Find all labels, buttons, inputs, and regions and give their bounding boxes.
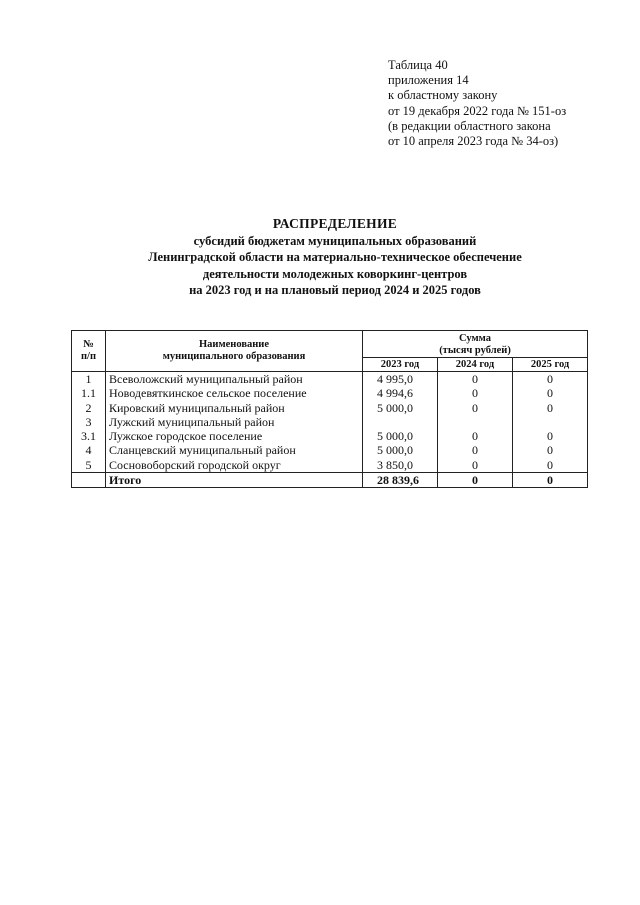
row-name: Всеволожский муниципальный район [106,372,363,387]
header-note-line: (в редакции областного закона [388,118,551,133]
row-2024: 0 [438,458,513,473]
header-num-line2: п/п [80,351,97,362]
table-row [72,372,588,387]
row-2024: 0 [438,401,513,415]
header-note-line: от 10 апреля 2023 года № 34-оз) [388,133,559,148]
row-2025: 0 [513,443,588,457]
table-row [72,401,588,415]
row-num: 1.1 [72,386,106,400]
header-sum-line2: (тысяч рублей) [439,345,511,356]
header-year-2024: 2024 год [438,358,513,372]
header-sum-line1: Сумма [459,333,491,344]
header-sum [363,331,588,358]
row-name: Лужский муниципальный район [106,415,363,429]
title-main: РАСПРЕДЕЛЕНИЕ [272,216,398,231]
total-num [72,473,106,488]
row-num: 2 [72,401,106,415]
header-name [106,331,363,372]
row-2025: 0 [513,386,588,400]
row-2023: 5 000,0 [363,443,438,457]
row-2024: 0 [438,443,513,457]
header-note-line: приложения 14 [388,73,469,88]
row-num: 5 [72,458,106,473]
row-2023: 3 850,0 [363,458,438,473]
row-2023: 4 995,0 [363,372,438,387]
row-name: Новодевяткинское сельское поселение [106,386,363,400]
row-name: Лужское городское поселение [106,429,363,443]
row-2025: 0 [513,372,588,387]
row-2024: 0 [438,429,513,443]
header-num [72,331,106,372]
header-num-line1: № [83,339,94,350]
row-num: 3 [72,415,106,429]
header-year-2023: 2023 год [363,358,438,372]
total-2024: 0 [438,473,513,488]
row-2023: 5 000,0 [363,401,438,415]
row-2023: 5 000,0 [363,429,438,443]
row-2024: 0 [438,386,513,400]
total-2023: 28 839,6 [363,473,438,488]
header-name-line1: Наименование [199,339,269,350]
total-row [72,473,588,488]
header-note-line: от 19 декабря 2022 года № 151-оз [388,103,567,118]
row-2025 [513,415,588,429]
title-line: деятельности молодежных коворкинг-центров [202,266,468,281]
table-row [72,458,588,473]
row-name: Сосновоборский городской округ [106,458,363,473]
row-2024: 0 [438,372,513,387]
table-row [72,443,588,457]
header-note-line: к областному закону [388,88,498,103]
row-name: Сланцевский муниципальный район [106,443,363,457]
table-row [72,386,588,400]
header-name-line2: муниципального образования [162,351,306,362]
document-title [70,216,600,299]
title-line: субсидий бюджетам муниципальных образований [193,233,477,248]
row-2025: 0 [513,458,588,473]
row-2024 [438,415,513,429]
header-note [388,58,566,149]
header-note-line: Таблица 40 [388,58,448,72]
total-2025: 0 [513,473,588,488]
row-2025: 0 [513,401,588,415]
header-year-2025: 2025 год [513,358,588,372]
total-label: Итого [106,473,363,488]
title-line: Ленинградской области на материально-техническое обеспечение [148,250,522,264]
row-num: 1 [72,372,106,387]
table-row [72,415,588,429]
row-2023 [363,415,438,429]
title-line: на 2023 год и на плановый период 2024 и 2025 годов [189,283,481,297]
row-num: 3.1 [72,429,106,443]
row-name: Кировский муниципальный район [106,401,363,415]
table-row [72,429,588,443]
row-2023: 4 994,6 [363,386,438,400]
row-num: 4 [72,443,106,457]
distribution-table [71,330,588,488]
row-2025: 0 [513,429,588,443]
